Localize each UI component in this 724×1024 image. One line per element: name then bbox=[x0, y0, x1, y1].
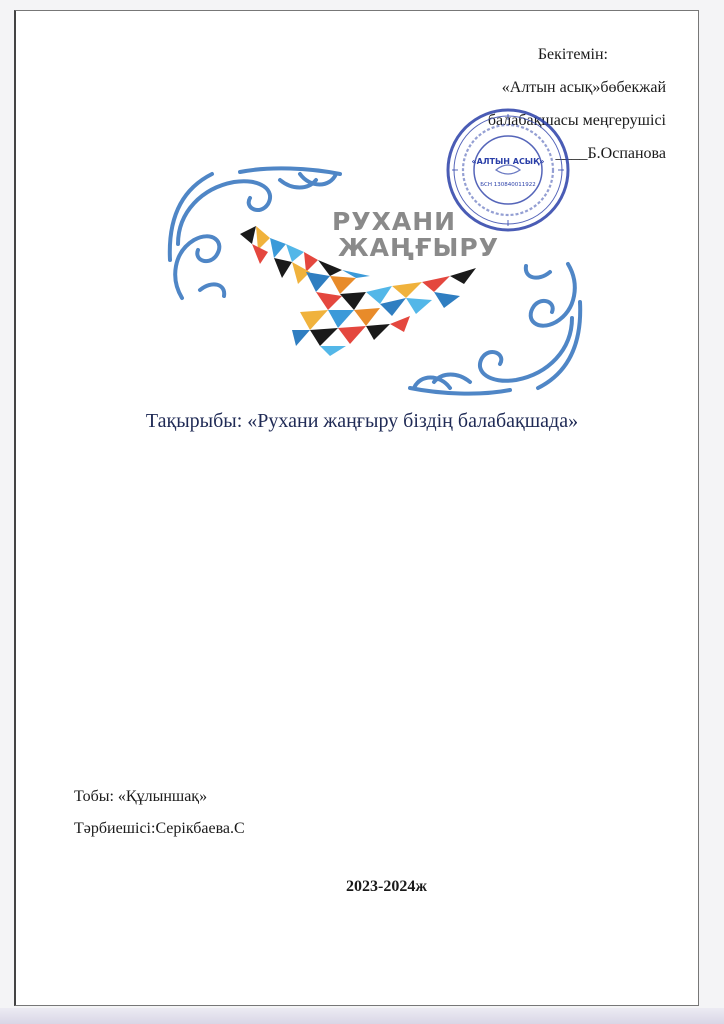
emblem-line-2: ЖАҢҒЫРУ bbox=[338, 233, 499, 262]
emblem-line-1: РУХАНИ bbox=[332, 207, 457, 236]
approval-org: «Алтын асық»бөбекжай bbox=[501, 79, 666, 96]
stamp-center-text: «АЛТЫН АСЫҚ» bbox=[471, 157, 545, 166]
rukhani-zhangyru-emblem bbox=[160, 160, 590, 402]
group-name: Тобы: «Құлыншақ» bbox=[74, 788, 208, 805]
approval-position: балабақшасы меңгерушісі bbox=[487, 112, 666, 129]
teacher-name: Тәрбиешісі:Серікбаева.С bbox=[74, 820, 245, 837]
approval-heading: Бекітемін: bbox=[537, 46, 608, 63]
academic-year: 2023-2024ж bbox=[346, 878, 427, 895]
approval-signature: ____Б.Оспанова bbox=[555, 145, 666, 162]
stamp-id-text: БСН 130840011922 bbox=[480, 182, 536, 188]
document-title: Тақырыбы: «Рухани жаңғыру біздің балабақшада» bbox=[145, 410, 579, 432]
scan-bottom-edge bbox=[0, 1008, 724, 1024]
